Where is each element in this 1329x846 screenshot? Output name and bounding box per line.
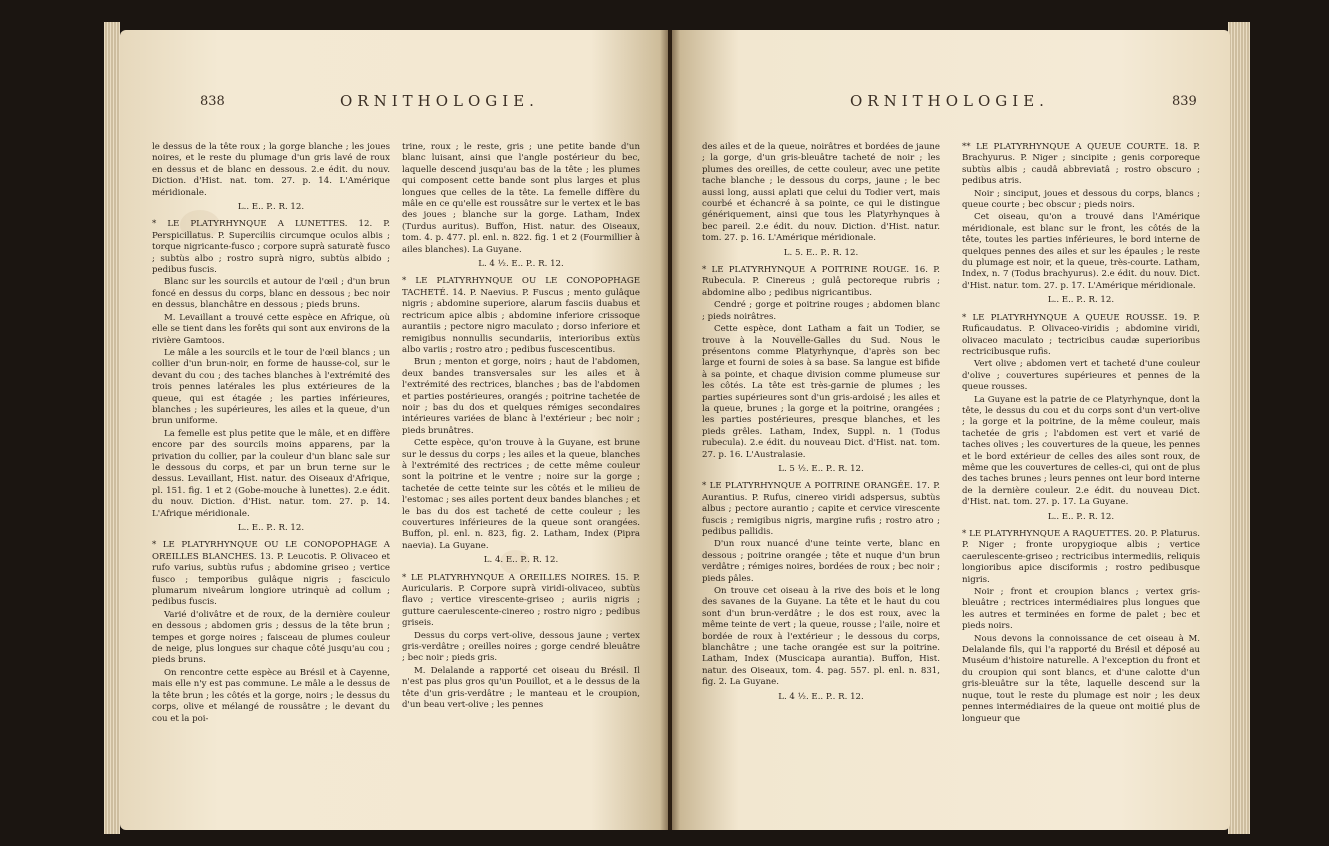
species-entry-heading: ** LE PLATYRHYNQUE A QUEUE COURTE. 18. P. Brachyurus. P. Niger ; sincipite ; genis corporeque subtùs albis ; caudâ abbreviatâ ; rostro obscuro ; pedibus atris. (962, 142, 1200, 187)
left-page-column-1 (152, 142, 390, 830)
body-paragraph: La Guyane est la patrie de ce Platyrhynque, dont la tête, le dessus du cou et du corps sont d'un vert-olive ; la gorge et la poitrine, de la même couleur, mais tachetée de gris ; l'abdomen est vert et varié de taches olives ; les couvertures de la queue, les pennes et le bord extérieur de celles des ailes sont roux, de même que les couvertures de celles-ci, qui ont de plus des taches brunes ; leurs pennes ont leur bord interne de la dernière couleur. 2.e édit. du nouveau Dict. d'Hist. nat. tom. 27. p. 17. La Guyane. (962, 394, 1200, 508)
measurements-line: L.. E.. P.. R. 12. (1047, 295, 1115, 306)
body-paragraph: Vert olive ; abdomen vert et tacheté d'une couleur d'olive ; couvertures supérieures et pennes de la queue rousses. (962, 359, 1200, 393)
body-paragraph: On rencontre cette espèce au Brésil et à Cayenne, mais elle n'y est pas commune. Le mâle a le dessus de la tête brun ; les côtés et la gorge, noirs ; le dessus du corps, olive et mélangé de roussâtre ; le devant du cou et la poi- (152, 667, 390, 724)
body-paragraph: Brun ; menton et gorge, noirs ; haut de l'abdomen, deux bandes transversales sur les ailes et à l'extrémité des rectrices, blanches ; bas de l'abdomen et parties postérieures, orangés ; poitrine tachetée de noir ; bas du dos et quelques rémiges secondaires intérieures variées de blanc à l'extérieur ; bec noir ; pieds brunâtres. (402, 357, 640, 436)
body-paragraph: M. Levaillant a trouvé cette espèce en Afrique, où elle se tient dans les forêts qui sont aux environs de la rivière Gamtoos. (152, 312, 390, 346)
species-entry-heading: * LE PLATYRHYNQUE OU LE CONOPOPHAGE A OREILLES BLANCHES. 13. P. Leucotis. P. Olivaceo et rufo varius, subtùs rufus ; abdomine griseo ; vertice fusco ; temporibus gulâque nigris ; fasciculo plumarum niveârum longiore utrinquè ad collum ; pedibus fuscis. (152, 540, 390, 608)
body-paragraph: Varié d'olivâtre et de roux, de la dernière couleur en dessous ; abdomen gris ; dessus de la tête brun ; tempes et gorge noires ; faisceau de plumes couleur de neige, plus longues sur chaque côté jusqu'au cou ; pieds bruns. (152, 609, 390, 666)
body-paragraph: Noir ; sinciput, joues et dessous du corps, blancs ; queue courte ; bec obscur ; pieds noirs. (962, 188, 1200, 211)
species-entry-heading: * LE PLATYRHYNQUE A RAQUETTES. 20. P. Platurus. P. Niger ; fronte uropygioque albis ; vertice caerulescente-griseo ; rectricibus intermediis, reliquis longioribus apice disciformis ; rostro pedibusque nigris. (962, 529, 1200, 585)
body-paragraph: Noir ; front et croupion blancs ; vertex gris-bleuâtre ; rectrices intermédiaires plus longues que les autres et terminées en forme de palet ; bec et pieds noirs. (962, 587, 1200, 632)
measurements-line: L. 5 ½. E.. P.. R. 12. (778, 463, 864, 474)
body-paragraph: Cendré ; gorge et poitrine rouges ; abdomen blanc ; pieds noirâtres. (702, 300, 940, 322)
measurements-line: L. 4. E.. P.. R. 12. (483, 555, 559, 566)
right-page-number: 839 (1172, 94, 1197, 109)
measurements-line: L. 5. E.. P.. R. 12. (783, 247, 859, 258)
book-page-edges-right (1228, 22, 1250, 834)
body-paragraph: Cette espèce, dont Latham a fait un Todier, se trouve à la Nouvelle-Galles du Sud. Nous le présentons comme Platyrhynque, d'après son bec large et fourni de soies à sa base. Sa langue est bifide à sa pointe, et chaque division comme plumeuse sur les côtés. La tête est très-garnie de plumes ; les parties supérieures sont d'un gris-ardoisé ; les ailes et la queue, brunes ; la gorge et la poitrine, orangées ; les parties postérieures, presque blanches, et les pieds grêles. Latham, Index, Suppl. n. 1 (Todus rubecula). 2.e édit. du nouveau Dict. d'Hist. nat. tom. 27. p. 16. L'Australasie. (702, 324, 940, 460)
species-entry-heading: * LE PLATYRHYNQUE A LUNETTES. 12. P. Perspicillatus. P. Superciliis circumque oculos albis ; torque nigricante-fusco ; corpore suprà saturatè fusco ; subtùs albo ; rostro suprà nigro, subtùs albido ; pedibus fuscis. (152, 219, 390, 276)
body-paragraph: Nous devons la connoissance de cet oiseau à M. Delalande fils, qui l'a rapporté du Brésil et déposé au Muséum d'histoire naturelle. A l'exception du front et du croupion qui sont blancs, et d'une calotte d'un gris-bleuâtre sur la tête, laquelle descend sur la nuque, tout le reste du plumage est noir ; les deux pennes intermédiaires de la queue ont moitié plus de longueur que (962, 633, 1200, 724)
right-running-head: ORNITHOLOGIE. (850, 92, 1049, 110)
species-entry-heading: * LE PLATYRHYNQUE OU LE CONOPOPHAGE TACHETÉ. 14. P. Naevius. P. Fuscus ; mento gulâque nigris ; abdomine superiore, alarum fasciis duabus et rectricum apice albis ; abdomine inferiore crissoque aurantiis ; pectore nigro maculato ; dorso inferiore et remigibus nonnullis secundariis, interioribus extùs albo variis ; rostro atro ; pedibus fuscescentibus. (402, 276, 640, 355)
measurements-line: L.. E.. P.. R. 12. (237, 202, 305, 213)
body-paragraph: Cet oiseau, qu'on a trouvé dans l'Amérique méridionale, est blanc sur le front, les côtés de la tête, toutes les parties inférieures, le bord interne de quelques pennes des ailes et sur les épaules ; le reste du plumage est noir, et la queue, très-courte. Latham, Index, n. 7 (Todus brachyurus). 2.e édit. du nouv. Dict. d'Hist. natur. tom. 27. p. 17. L'Amérique méridionale. (962, 212, 1200, 291)
right-page-column-2 (962, 142, 1200, 830)
species-entry-heading: * LE PLATYRHYNQUE A OREILLES NOIRES. 15. P. Auricularis. P. Corpore suprà viridi-olivaceo, subtùs flavo ; vertice virescente-griseo ; auriis nigris ; gutture caerulescente-cinereo ; rostro nigro ; pedibus griseis. (402, 572, 640, 629)
left-page (120, 30, 668, 830)
measurements-line: L.. E.. P.. R. 12. (1047, 511, 1115, 522)
left-running-head: ORNITHOLOGIE. (340, 92, 539, 110)
body-paragraph: le dessus de la tête roux ; la gorge blanche ; les joues noires, et le reste du plumage d'un gris lavé de roux en dessus et de blanc en dessous. 2.e édit. du nouv. Diction. d'Hist. nat. tom. 27. p. 14. L'Amérique méridionale. (152, 142, 390, 198)
measurements-line: L. 4 ½. E.. P.. R. 12. (778, 691, 864, 702)
book-page-edges-left (104, 22, 120, 834)
body-paragraph: Le mâle a les sourcils et le tour de l'œil blancs ; un collier d'un brun-noir, en forme de hausse-col, sur le devant du cou ; des taches blanches à l'extrémité des trois pennes latérales les plus extérieures de la queue, qui est étagée ; les parties inférieures, blanches ; les supérieures, les ailes et la queue, d'un brun uniforme. (152, 347, 390, 427)
body-paragraph: Dessus du corps vert-olive, dessous jaune ; vertex gris-verdâtre ; oreilles noires ; gorge cendré bleuâtre ; bec noir ; pieds gris. (402, 630, 640, 664)
measurements-line: L.. E.. P.. R. 12. (237, 523, 305, 533)
left-page-column-2 (402, 142, 640, 830)
species-entry-heading: * LE PLATYRHYNQUE A POITRINE ORANGÉE. 17. P. Aurantius. P. Rufus, cinereo viridi adspersus, subtùs albus ; pectore aurantio ; capite et cervice virescente fuscis ; remigibus nigris, margine rufis ; rostro atro ; pedibus pallidis. (702, 481, 940, 537)
body-paragraph: D'un roux nuancé d'une teinte verte, blanc en dessous ; poitrine orangée ; tête et nuque d'un brun verdâtre ; rémiges noires, bordées de roux ; bec noir ; pieds pâles. (702, 539, 940, 584)
measurements-line: L. 4 ½. E.. P.. R. 12. (478, 259, 564, 270)
book-gutter (660, 30, 680, 830)
species-entry-heading: * LE PLATYRHYNQUE A QUEUE ROUSSE. 19. P. Ruficaudatus. P. Olivaceo-viridis ; abdomine viridi, olivaceo maculato ; tectricibus caudæ superioribus rectricibusque rufis. (962, 312, 1200, 357)
body-paragraph: La femelle est plus petite que le mâle, et en diffère encore par des sourcils moins apparens, par la privation du collier, par la couleur d'un blanc sale sur le dessous du corps, et par un brun terne sur le dessus. Levaillant, Hist. natur. des Oiseaux d'Afrique, pl. 151. fig. 1 et 2 (Gobe-mouche à lunettes). 2.e édit. du nouv. Diction. d'Hist. natur. tom. 27. p. 14. L'Afrique méridionale. (152, 428, 390, 519)
body-paragraph: M. Delalande a rapporté cet oiseau du Brésil. Il n'est pas plus gros qu'un Pouillot, et a le dessus de la tête d'un gris-verdâtre ; le manteau et le croupion, d'un beau vert-olive ; les pennes (402, 665, 640, 711)
left-page-number: 838 (200, 94, 225, 109)
right-page-column-1 (702, 142, 940, 830)
species-entry-heading: * LE PLATYRHYNQUE A POITRINE ROUGE. 16. P. Rubecula. P. Cinereus ; gulâ pectoreque rubris ; abdomine albo ; pedibus nigricantibus. (702, 265, 940, 298)
body-paragraph: trine, roux ; le reste, gris ; une petite bande d'un blanc luisant, ainsi que l'angle postérieur du bec, laquelle descend jusqu'au bas de la tête ; les plumes qui composent cette bande sont plus larges et plus longues que celles de la tête. La femelle diffère du mâle en ce qu'elle est roussâtre sur le vertex et le bas des joues ; blanche sur la gorge. Latham, Index (Turdus auritus). Buffon, Hist. natur. des Oiseaux, tom. 4. p. 477. pl. enl. n. 822. fig. 1 et 2 (Fourmillier à ailes blanches). La Guyane. (402, 142, 640, 255)
body-paragraph: Blanc sur les sourcils et autour de l'œil ; d'un brun foncé en dessus du corps, blanc en dessous ; bec noir en dessus, blanchâtre en dessous ; pieds bruns. (152, 277, 390, 311)
body-paragraph: des ailes et de la queue, noirâtres et bordées de jaune ; la gorge, d'un gris-bleuâtre tacheté de noir ; les plumes des oreilles, de cette couleur, avec une petite tache blanche ; le dessous du corps, jaune ; le bec aussi long, aussi aplati que celui du Todier vert, mais courbé et échancré à sa pointe, ce qui le distingue génériquement, ainsi que tous les Platyrhynques à bec pareil. 2.e édit. du nouv. Diction. d'Hist. natur. tom. 27. p. 16. L'Amérique méridionale. (702, 142, 940, 244)
body-paragraph: Cette espèce, qu'on trouve à la Guyane, est brune sur le dessus du corps ; les ailes et la queue, blanches à l'extrémité des rectrices ; de cette même couleur sont la poitrine et le ventre ; noire sur la gorge ; tachetée de cette teinte sur les côtés et le milieu de l'estomac ; ses ailes portent deux bandes blanches ; et le bas du dos est tacheté de cette couleur ; les couvertures inférieures de la queue sont orangées. Buffon, pl. enl. n. 823, fig. 2. Latham, Index (Pipra naevia). La Guyane. (402, 438, 640, 551)
right-page (672, 30, 1230, 830)
body-paragraph: On trouve cet oiseau à la rive des bois et le long des savanes de la Guyane. La tête et le haut du cou sont d'un brun-verdâtre ; le dos est roux, avec la même teinte de vert ; la queue, rousse ; l'aile, noire et bordée de roux à l'extérieur ; le dessous du corps, blanchâtre ; une tache orangée est sur la poitrine. Latham, Index (Muscicapa aurantia). Buffon, Hist. natur. des Oiseaux, tom. 4. pag. 557. pl. enl. n. 831, fig. 2. La Guyane. (702, 586, 940, 688)
